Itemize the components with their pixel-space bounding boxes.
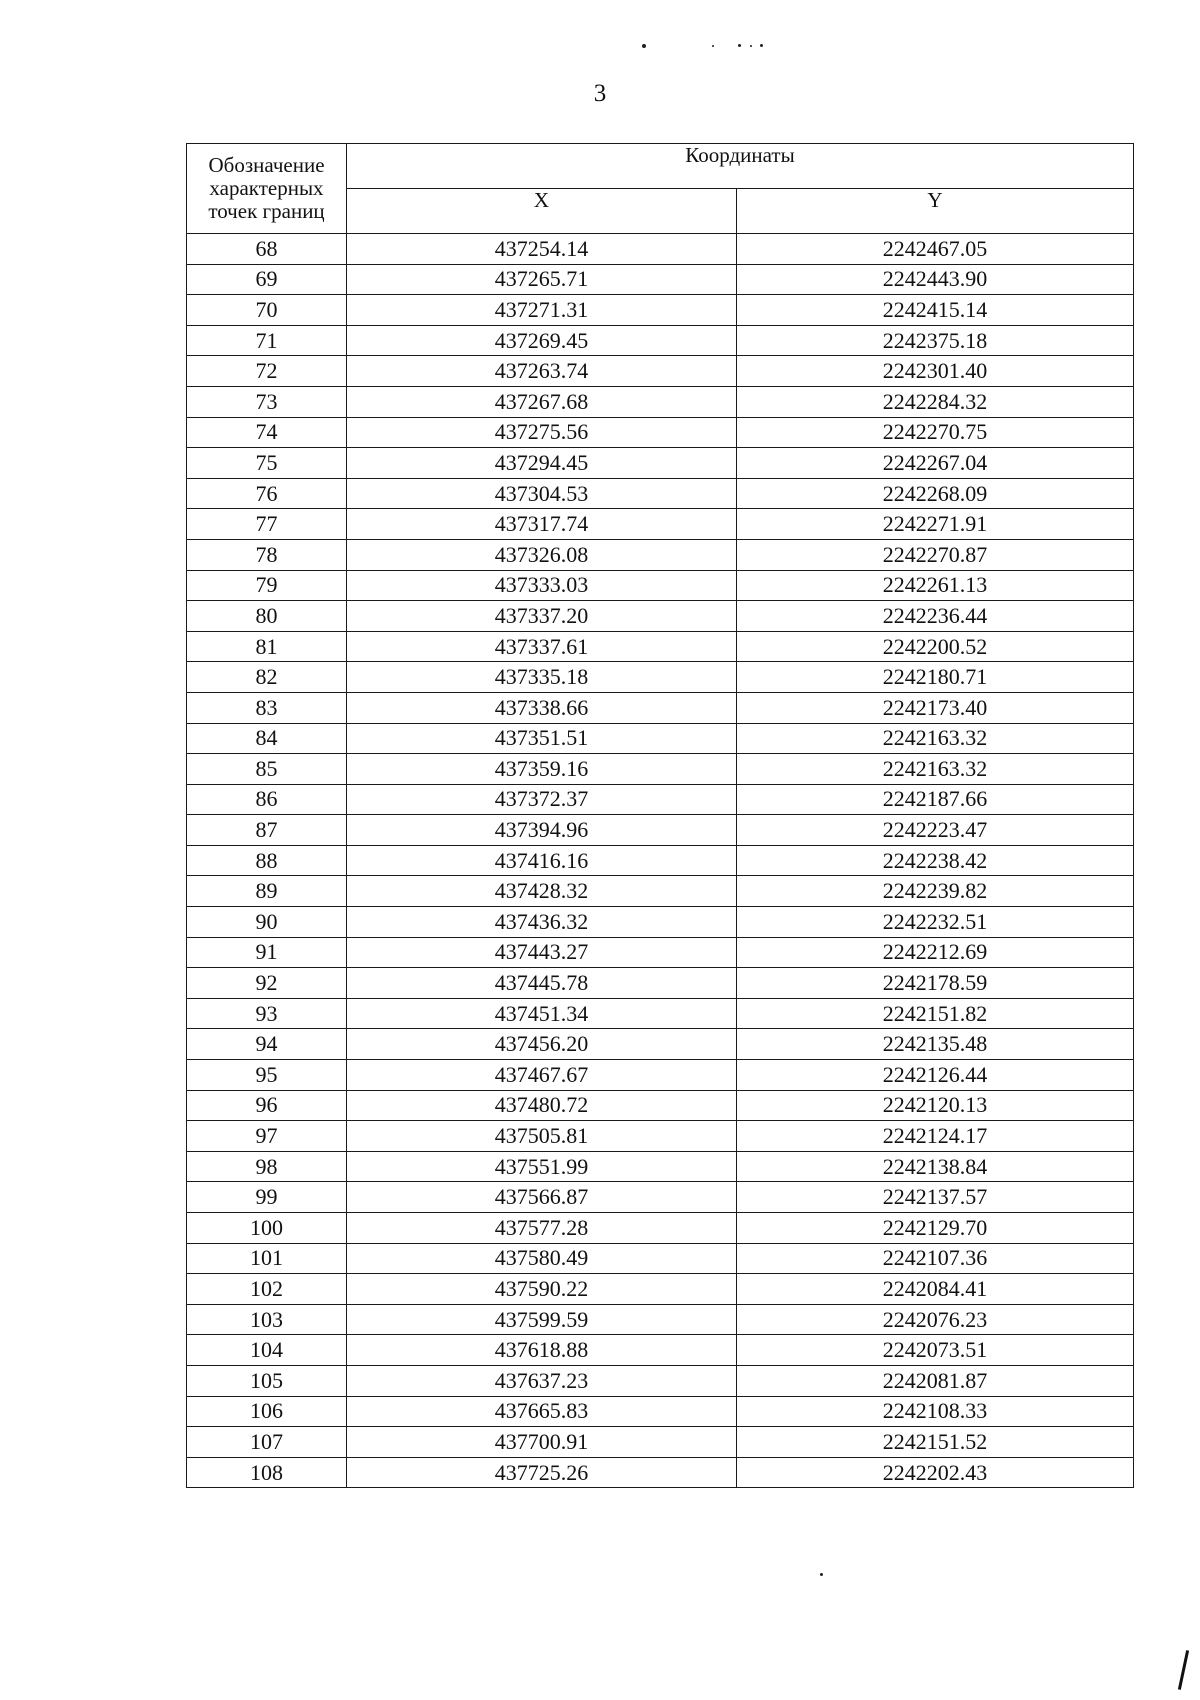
x-coordinate-cell: 437428.32 bbox=[347, 876, 737, 907]
point-cell: 89 bbox=[187, 876, 347, 907]
y-coordinate-cell: 2242271.91 bbox=[737, 509, 1134, 540]
point-cell: 88 bbox=[187, 845, 347, 876]
x-coordinate-cell: 437551.99 bbox=[347, 1151, 737, 1182]
point-cell: 95 bbox=[187, 1060, 347, 1091]
point-cell: 76 bbox=[187, 478, 347, 509]
scan-speck bbox=[750, 45, 752, 47]
y-coordinate-cell: 2242270.87 bbox=[737, 539, 1134, 570]
table-row bbox=[187, 784, 1134, 815]
y-coordinate-cell: 2242415.14 bbox=[737, 295, 1134, 326]
point-cell: 83 bbox=[187, 692, 347, 723]
y-coordinate-cell: 2242137.57 bbox=[737, 1182, 1134, 1213]
x-coordinate-cell: 437294.45 bbox=[347, 448, 737, 479]
table-row bbox=[187, 1243, 1134, 1274]
y-coordinate-cell: 2242138.84 bbox=[737, 1151, 1134, 1182]
table-row bbox=[187, 1121, 1134, 1152]
point-cell: 79 bbox=[187, 570, 347, 601]
y-coordinate-cell: 2242239.82 bbox=[737, 876, 1134, 907]
table-row bbox=[187, 754, 1134, 785]
table-row bbox=[187, 478, 1134, 509]
y-coordinate-cell: 2242223.47 bbox=[737, 815, 1134, 846]
point-cell: 80 bbox=[187, 601, 347, 632]
y-coordinate-cell: 2242108.33 bbox=[737, 1396, 1134, 1427]
table-row bbox=[187, 907, 1134, 938]
y-coordinate-cell: 2242173.40 bbox=[737, 692, 1134, 723]
table-header bbox=[187, 144, 1134, 234]
table-row bbox=[187, 815, 1134, 846]
y-coordinate-cell: 2242151.82 bbox=[737, 998, 1134, 1029]
table-row bbox=[187, 1274, 1134, 1305]
x-coordinate-cell: 437254.14 bbox=[347, 234, 737, 265]
x-coordinate-cell: 437637.23 bbox=[347, 1365, 737, 1396]
pen-mark bbox=[1178, 1650, 1189, 1690]
x-coordinate-cell: 437271.31 bbox=[347, 295, 737, 326]
table-row bbox=[187, 1335, 1134, 1366]
y-coordinate-cell: 2242180.71 bbox=[737, 662, 1134, 693]
table-row bbox=[187, 417, 1134, 448]
y-coordinate-cell: 2242081.87 bbox=[737, 1365, 1134, 1396]
y-coordinate-cell: 2242375.18 bbox=[737, 325, 1134, 356]
point-cell: 82 bbox=[187, 662, 347, 693]
x-coordinate-cell: 437317.74 bbox=[347, 509, 737, 540]
point-cell: 97 bbox=[187, 1121, 347, 1152]
table-row bbox=[187, 264, 1134, 295]
coordinates-table bbox=[186, 143, 1134, 1488]
x-coordinate-cell: 437335.18 bbox=[347, 662, 737, 693]
y-coordinate-cell: 2242268.09 bbox=[737, 478, 1134, 509]
table-row bbox=[187, 631, 1134, 662]
point-cell: 69 bbox=[187, 264, 347, 295]
point-cell: 72 bbox=[187, 356, 347, 387]
y-coordinate-cell: 2242232.51 bbox=[737, 907, 1134, 938]
x-coordinate-cell: 437333.03 bbox=[347, 570, 737, 601]
scan-speck bbox=[712, 45, 714, 47]
point-cell: 77 bbox=[187, 509, 347, 540]
y-coordinate-cell: 2242200.52 bbox=[737, 631, 1134, 662]
y-column-header: Y bbox=[737, 189, 1134, 234]
point-cell: 104 bbox=[187, 1335, 347, 1366]
point-cell: 78 bbox=[187, 539, 347, 570]
y-coordinate-cell: 2242284.32 bbox=[737, 386, 1134, 417]
table-row bbox=[187, 539, 1134, 570]
y-coordinate-cell: 2242084.41 bbox=[737, 1274, 1134, 1305]
y-coordinate-cell: 2242163.32 bbox=[737, 754, 1134, 785]
y-coordinate-cell: 2242126.44 bbox=[737, 1060, 1134, 1091]
y-coordinate-cell: 2242270.75 bbox=[737, 417, 1134, 448]
scan-speck bbox=[642, 44, 646, 48]
x-coordinate-cell: 437480.72 bbox=[347, 1090, 737, 1121]
table-row bbox=[187, 386, 1134, 417]
table-row bbox=[187, 1365, 1134, 1396]
y-coordinate-cell: 2242238.42 bbox=[737, 845, 1134, 876]
x-coordinate-cell: 437265.71 bbox=[347, 264, 737, 295]
table-row bbox=[187, 1090, 1134, 1121]
point-cell: 85 bbox=[187, 754, 347, 785]
table-row bbox=[187, 692, 1134, 723]
table-row bbox=[187, 1182, 1134, 1213]
point-cell: 94 bbox=[187, 1029, 347, 1060]
table-row bbox=[187, 1151, 1134, 1182]
point-cell: 90 bbox=[187, 907, 347, 938]
x-coordinate-cell: 437618.88 bbox=[347, 1335, 737, 1366]
point-cell: 93 bbox=[187, 998, 347, 1029]
x-coordinate-cell: 437456.20 bbox=[347, 1029, 737, 1060]
x-coordinate-cell: 437700.91 bbox=[347, 1427, 737, 1458]
x-coordinate-cell: 437359.16 bbox=[347, 754, 737, 785]
x-coordinate-cell: 437467.67 bbox=[347, 1060, 737, 1091]
y-coordinate-cell: 2242129.70 bbox=[737, 1213, 1134, 1244]
table-row bbox=[187, 1304, 1134, 1335]
table-row bbox=[187, 662, 1134, 693]
x-coordinate-cell: 437351.51 bbox=[347, 723, 737, 754]
table-row bbox=[187, 998, 1134, 1029]
table-row bbox=[187, 1060, 1134, 1091]
y-coordinate-cell: 2242135.48 bbox=[737, 1029, 1134, 1060]
table-row bbox=[187, 1213, 1134, 1244]
table-row bbox=[187, 968, 1134, 999]
point-cell: 86 bbox=[187, 784, 347, 815]
page-number: 3 bbox=[593, 80, 607, 107]
table-row bbox=[187, 295, 1134, 326]
x-coordinate-cell: 437337.20 bbox=[347, 601, 737, 632]
x-coordinate-cell: 437445.78 bbox=[347, 968, 737, 999]
table-row bbox=[187, 448, 1134, 479]
y-coordinate-cell: 2242124.17 bbox=[737, 1121, 1134, 1152]
point-cell: 75 bbox=[187, 448, 347, 479]
point-cell: 70 bbox=[187, 295, 347, 326]
x-coordinate-cell: 437269.45 bbox=[347, 325, 737, 356]
x-column-header: X bbox=[347, 189, 737, 234]
y-coordinate-cell: 2242163.32 bbox=[737, 723, 1134, 754]
table-row bbox=[187, 723, 1134, 754]
point-cell: 91 bbox=[187, 937, 347, 968]
y-coordinate-cell: 2242261.13 bbox=[737, 570, 1134, 601]
table-row bbox=[187, 509, 1134, 540]
x-coordinate-cell: 437725.26 bbox=[347, 1457, 737, 1488]
x-coordinate-cell: 437337.61 bbox=[347, 631, 737, 662]
coordinates-group-header: Координаты bbox=[347, 144, 1134, 189]
point-cell: 74 bbox=[187, 417, 347, 448]
y-coordinate-cell: 2242202.43 bbox=[737, 1457, 1134, 1488]
table-row bbox=[187, 1029, 1134, 1060]
point-cell: 98 bbox=[187, 1151, 347, 1182]
y-coordinate-cell: 2242120.13 bbox=[737, 1090, 1134, 1121]
x-coordinate-cell: 437326.08 bbox=[347, 539, 737, 570]
point-cell: 81 bbox=[187, 631, 347, 662]
y-coordinate-cell: 2242301.40 bbox=[737, 356, 1134, 387]
table-row bbox=[187, 356, 1134, 387]
x-coordinate-cell: 437338.66 bbox=[347, 692, 737, 723]
y-coordinate-cell: 2242187.66 bbox=[737, 784, 1134, 815]
scan-speck bbox=[760, 44, 763, 47]
point-cell: 105 bbox=[187, 1365, 347, 1396]
point-cell: 106 bbox=[187, 1396, 347, 1427]
x-coordinate-cell: 437436.32 bbox=[347, 907, 737, 938]
x-coordinate-cell: 437443.27 bbox=[347, 937, 737, 968]
point-cell: 107 bbox=[187, 1427, 347, 1458]
point-cell: 71 bbox=[187, 325, 347, 356]
x-coordinate-cell: 437372.37 bbox=[347, 784, 737, 815]
x-coordinate-cell: 437275.56 bbox=[347, 417, 737, 448]
point-cell: 99 bbox=[187, 1182, 347, 1213]
table-row bbox=[187, 234, 1134, 265]
scan-speck bbox=[738, 44, 741, 47]
y-coordinate-cell: 2242073.51 bbox=[737, 1335, 1134, 1366]
x-coordinate-cell: 437394.96 bbox=[347, 815, 737, 846]
y-coordinate-cell: 2242443.90 bbox=[737, 264, 1134, 295]
point-cell: 87 bbox=[187, 815, 347, 846]
y-coordinate-cell: 2242151.52 bbox=[737, 1427, 1134, 1458]
x-coordinate-cell: 437263.74 bbox=[347, 356, 737, 387]
y-coordinate-cell: 2242267.04 bbox=[737, 448, 1134, 479]
x-coordinate-cell: 437599.59 bbox=[347, 1304, 737, 1335]
point-cell: 102 bbox=[187, 1274, 347, 1305]
x-coordinate-cell: 437267.68 bbox=[347, 386, 737, 417]
point-cell: 92 bbox=[187, 968, 347, 999]
table-row bbox=[187, 876, 1134, 907]
y-coordinate-cell: 2242467.05 bbox=[737, 234, 1134, 265]
table-row bbox=[187, 325, 1134, 356]
point-cell: 103 bbox=[187, 1304, 347, 1335]
table-body bbox=[187, 234, 1134, 1488]
point-cell: 100 bbox=[187, 1213, 347, 1244]
x-coordinate-cell: 437416.16 bbox=[347, 845, 737, 876]
point-cell: 108 bbox=[187, 1457, 347, 1488]
point-cell: 73 bbox=[187, 386, 347, 417]
y-coordinate-cell: 2242212.69 bbox=[737, 937, 1134, 968]
point-column-header: Обозначение характерных точек границ bbox=[187, 144, 347, 234]
x-coordinate-cell: 437665.83 bbox=[347, 1396, 737, 1427]
x-coordinate-cell: 437304.53 bbox=[347, 478, 737, 509]
point-cell: 68 bbox=[187, 234, 347, 265]
point-cell: 84 bbox=[187, 723, 347, 754]
y-coordinate-cell: 2242107.36 bbox=[737, 1243, 1134, 1274]
x-coordinate-cell: 437505.81 bbox=[347, 1121, 737, 1152]
y-coordinate-cell: 2242178.59 bbox=[737, 968, 1134, 999]
point-cell: 101 bbox=[187, 1243, 347, 1274]
x-coordinate-cell: 437577.28 bbox=[347, 1213, 737, 1244]
table-row bbox=[187, 601, 1134, 632]
x-coordinate-cell: 437590.22 bbox=[347, 1274, 737, 1305]
point-cell: 96 bbox=[187, 1090, 347, 1121]
x-coordinate-cell: 437451.34 bbox=[347, 998, 737, 1029]
table-row bbox=[187, 845, 1134, 876]
x-coordinate-cell: 437566.87 bbox=[347, 1182, 737, 1213]
scan-speck bbox=[820, 1573, 823, 1576]
table-row bbox=[187, 1457, 1134, 1488]
table-row bbox=[187, 937, 1134, 968]
y-coordinate-cell: 2242236.44 bbox=[737, 601, 1134, 632]
table-row bbox=[187, 1427, 1134, 1458]
x-coordinate-cell: 437580.49 bbox=[347, 1243, 737, 1274]
table-row bbox=[187, 1396, 1134, 1427]
table-row bbox=[187, 570, 1134, 601]
y-coordinate-cell: 2242076.23 bbox=[737, 1304, 1134, 1335]
